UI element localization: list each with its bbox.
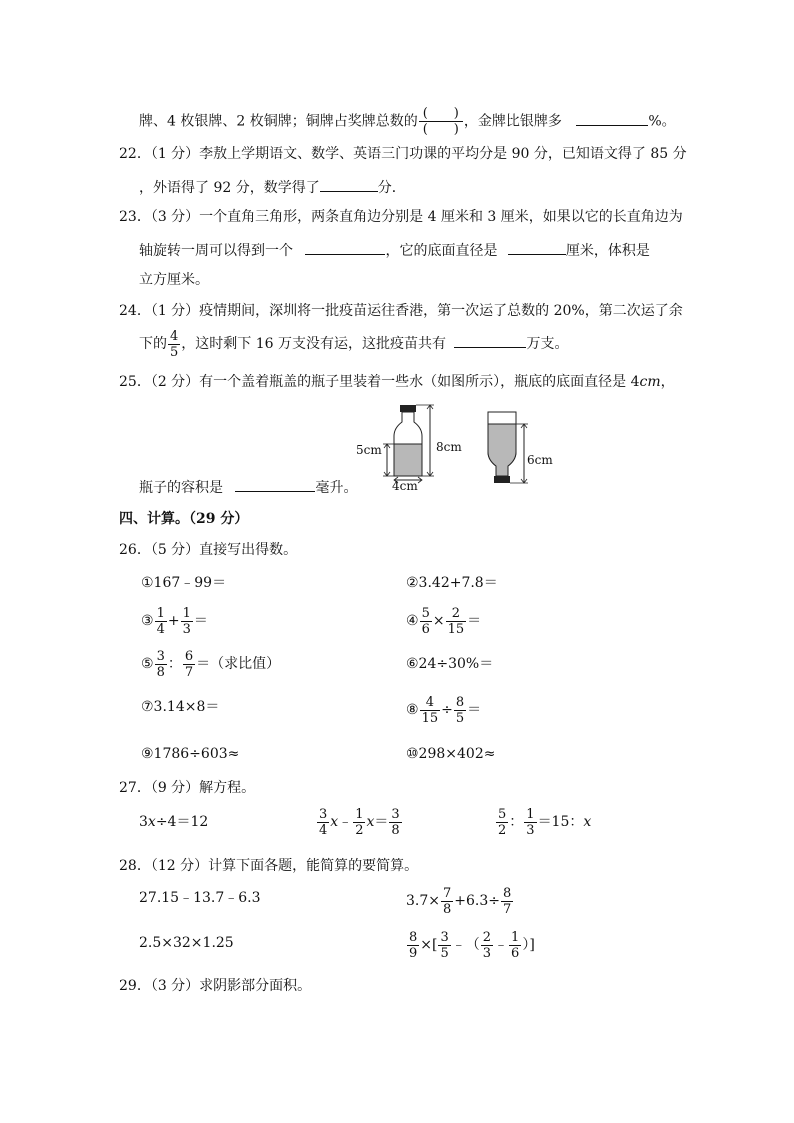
- q26-item-1: ①167﹣99＝: [141, 575, 227, 591]
- q23-line2: 轴旋转一周可以得到一个 ，它的底面直径是 厘米，体积是: [139, 240, 650, 260]
- q22-blank-math[interactable]: [320, 177, 378, 192]
- q26-title: 26．（5 分）直接写出得数。: [119, 542, 298, 558]
- fig-label-diameter: 4cm: [392, 479, 418, 493]
- q26-item-7: ⑦3.14×8＝: [141, 699, 220, 715]
- q25-line1: 25．（2 分）有一个盖着瓶盖的瓶子里装着一些水（如图所示），瓶底的底面直径是 4cm，: [119, 374, 675, 390]
- fig-label-inverted: 6cm: [527, 453, 553, 467]
- q23-blank-solid[interactable]: [305, 240, 385, 255]
- q28-title: 28．（12 分）计算下面各题，能简算的要简算。: [119, 858, 419, 874]
- upright-bottle: [383, 405, 434, 483]
- q23-blank-diameter[interactable]: [508, 240, 566, 255]
- q26-item-4: ④ $\frac{5}{6}$ × $\frac{2}{15}$ ＝: [406, 605, 482, 637]
- q25-blank-volume[interactable]: [235, 477, 315, 492]
- q26-item-6: ⑥24÷30%＝: [406, 656, 494, 672]
- q21-blank-fraction[interactable]: $\frac{( )}{( )}$: [419, 106, 463, 137]
- q27-equation-1: 3x÷4＝12: [139, 814, 209, 830]
- q28-problem-4: $\frac{8}{9}$ ×[ $\frac{3}{5}$ ﹣（ $\frac{2}{3}$ ﹣ $\frac{1}{6}$ ）]: [409, 929, 535, 961]
- q24-line1: 24．（1 分）疫情期间，深圳将一批疫苗运往香港，第一次运了总数的 20%，第二次运了余: [119, 303, 683, 319]
- fig-label-height: 8cm: [436, 440, 462, 454]
- q23-line1: 23．（3 分）一个直角三角形，两条直角边分别是 4 厘米和 3 厘米，如果以它的长直角边为: [119, 209, 683, 225]
- q28-problem-2: 3.7× $\frac{7}{8}$ +6.3÷ $\frac{8}{7}$: [406, 885, 512, 917]
- q25-line2: 瓶子的容积是 毫升。: [139, 477, 357, 497]
- q27-equation-2: $\frac{3}{4}$ x﹣ $\frac{1}{2}$ x＝ $\frac{3}{8}$: [319, 806, 400, 838]
- q21-blank-percent[interactable]: [576, 111, 648, 126]
- q24-blank-total[interactable]: [454, 333, 526, 348]
- q26-item-9: ⑨1786÷603≈: [141, 746, 240, 762]
- q27-title: 27．（9 分）解方程。: [119, 780, 256, 796]
- q22-line1: 22．（1 分）李敖上学期语文、数学、英语三门功课的平均分是 90 分，已知语文得了 85 分: [119, 146, 687, 162]
- q23-line3: 立方厘米。: [139, 272, 209, 288]
- q21-tail-line: 牌、4 枚银牌、2 枚铜牌；铜牌占奖牌总数的 $\frac{( )}{( )}$ ，金牌比银牌多 %。: [139, 106, 676, 137]
- inverted-bottle: [488, 412, 528, 483]
- q24-line2: 下的 $\frac{4}{5}$ ，这时剩下 16 万支没有运，这批疫苗共有 万支。: [139, 328, 569, 360]
- section4-title: 四、计算。（29 分）: [119, 511, 249, 527]
- q29-title: 29．（3 分）求阴影部分面积。: [119, 978, 312, 994]
- q27-equation-3: $\frac{5}{2}$ ： $\frac{1}{3}$ ＝15：x: [498, 806, 592, 838]
- q28-problem-3: 2.5×32×1.25: [139, 935, 234, 951]
- q26-item-3: ③ $\frac{1}{4}$ + $\frac{1}{3}$ ＝: [141, 605, 208, 637]
- q26-item-10: ⑩298×402≈: [406, 746, 496, 762]
- q28-problem-1: 27.15﹣13.7﹣6.3: [139, 890, 261, 906]
- q26-item-8: ⑧ $\frac{4}{15}$ ÷ $\frac{8}{5}$ ＝: [406, 694, 482, 726]
- q24-fraction: $\frac{4}{5}$: [170, 328, 179, 360]
- q26-item-2: ②3.42+7.8＝: [406, 575, 498, 591]
- fig-label-water: 5cm: [356, 443, 382, 457]
- q22-line2: ，外语得了 92 分，数学得了 分．: [139, 177, 406, 197]
- q26-item-5: ⑤ $\frac{3}{8}$ ： $\frac{6}{7}$ ＝（求比值）: [141, 648, 281, 680]
